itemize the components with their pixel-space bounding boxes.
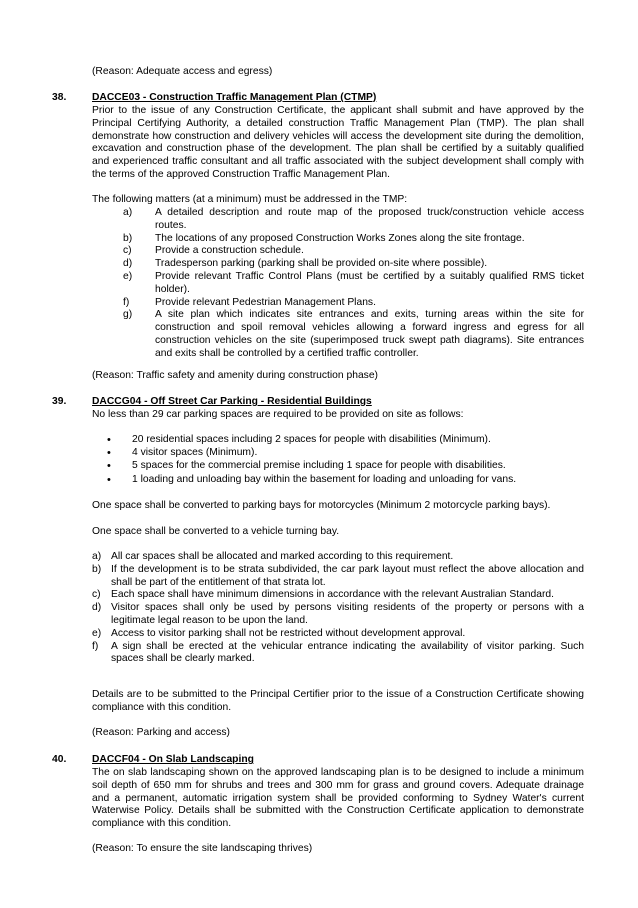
bullet-text: 4 visitor spaces (Minimum). <box>132 447 258 459</box>
list-text: A site plan which indicates site entrances and exits, turning areas within the site for construction and spoil removal vehicles allowing a forward ingress and egress for all construction vehicles on the site (superimposed truck swept path diagrams). Site entrances and exits shall be controlled by a certified traffic controller. <box>155 309 584 359</box>
condition-40-number: 40. <box>52 754 67 765</box>
bullet-item <box>92 460 584 473</box>
list-marker: d) <box>123 258 133 270</box>
list-item <box>92 628 584 641</box>
list-text: Provide a construction schedule. <box>155 245 304 257</box>
bullet-text: 5 spaces for the commercial premise including 1 space for people with disabilities. <box>132 460 506 472</box>
list-item <box>92 589 584 602</box>
list-text: All car spaces shall be allocated and marked according to this requirement. <box>111 551 454 562</box>
condition-39-bullets <box>92 434 584 487</box>
bullet-text: 20 residential spaces including 2 spaces for people with disabilities (Minimum). <box>132 434 491 445</box>
list-text: Tradesperson parking (parking shall be provided on-site where possible). <box>155 258 488 270</box>
list-marker: g) <box>123 309 133 321</box>
list-item <box>92 207 584 233</box>
list-item <box>92 551 584 564</box>
list-text: The locations of any proposed Construction Works Zones along the site frontage. <box>155 232 525 244</box>
bullet-item <box>92 474 584 487</box>
bullet-icon: • <box>107 434 111 446</box>
bullet-icon: • <box>107 447 111 460</box>
bullet-item <box>92 434 584 447</box>
reason-37: (Reason: Adequate access and egress) <box>92 66 273 77</box>
condition-39-motorcycle: One space shall be converted to parking bays for motorcycles (Minimum 2 motorcycle parking bays). <box>92 500 551 511</box>
list-marker: c) <box>92 589 101 601</box>
condition-38-body: Prior to the issue of any Construction Certificate, the applicant shall submit and have approved by the Principal Certifying Authority, a detailed construction Traffic Management Plan (TMP). The plan shall demonstrate how construction and delivery vehicles will access the development site during the demolition, excavation and construction phase of the development. The plan shall be certified by a suitably qualified and experienced traffic consultant and all traffic associated with the subject development shall comply with the terms of the approved Construction Traffic Management Plan. <box>92 105 584 180</box>
list-item <box>92 297 584 310</box>
condition-38-reason: (Reason: Traffic safety and amenity during construction phase) <box>92 370 378 381</box>
condition-38-number: 38. <box>52 92 67 103</box>
condition-40-title: DACCF04 - On Slab Landscaping <box>92 754 254 765</box>
condition-39-number: 39. <box>52 396 67 407</box>
list-marker: d) <box>92 602 102 614</box>
condition-39-intro: No less than 29 car parking spaces are required to be provided on site as follows: <box>92 409 464 420</box>
condition-39-title: DACCG04 - Off Street Car Parking - Residential Buildings <box>92 396 372 407</box>
list-item <box>92 564 584 590</box>
list-item <box>92 258 584 271</box>
list-text: If the development is to be strata subdivided, the car park layout must reflect the above allocation and shall be part of the entitlement of that strata lot. <box>111 563 584 588</box>
list-marker: f) <box>92 640 99 652</box>
condition-38-intro: The following matters (at a minimum) must be addressed in the TMP: <box>92 194 408 205</box>
list-marker: a) <box>123 207 133 218</box>
condition-38-list <box>92 207 584 361</box>
bullet-item <box>92 447 584 460</box>
list-item <box>92 641 584 667</box>
list-text: A detailed description and route map of the proposed truck/construction vehicle access routes. <box>155 207 584 231</box>
condition-38-title: DACCE03 - Construction Traffic Management Plan (CTMP) <box>92 92 377 103</box>
list-text: Access to visitor parking shall not be restricted without development approval. <box>111 627 466 639</box>
condition-40-reason: (Reason: To ensure the site landscaping thrives) <box>92 843 313 854</box>
bullet-icon: • <box>107 473 111 486</box>
list-text: A sign shall be erected at the vehicular entrance indicating the availability of visitor parking. Such spaces shall be clearly marked. <box>111 640 584 665</box>
list-marker: b) <box>92 563 102 575</box>
condition-39-list <box>92 551 584 666</box>
condition-40-body: The on slab landscaping shown on the approved landscaping plan is to be designed to include a minimum soil depth of 650 mm for shrubs and trees and 300 mm for grass and ground covers. Adequate drainage and a permanent, automatic irrigation system shall be provided conforming to Sydney Water's current Waterwise Policy. Details shall be submitted with the Construction Certificate application to demonstrate compliance with this condition. <box>92 767 584 830</box>
list-marker: b) <box>123 232 133 244</box>
list-marker: f) <box>123 296 130 308</box>
list-item <box>92 271 584 297</box>
list-marker: e) <box>92 627 102 639</box>
list-text: Provide relevant Pedestrian Management Plans. <box>155 296 376 308</box>
list-item <box>92 233 584 246</box>
condition-39-reason: (Reason: Parking and access) <box>92 727 230 738</box>
list-item <box>92 309 584 360</box>
list-item <box>92 602 584 628</box>
bullet-text: 1 loading and unloading bay within the basement for loading and unloading for vans. <box>132 473 517 485</box>
list-text: Visitor spaces shall only be used by persons visiting residents of the property or persons with a legitimate legal reason to be upon the land. <box>111 602 584 626</box>
condition-39-turning: One space shall be converted to a vehicle turning bay. <box>92 526 340 537</box>
list-marker: e) <box>123 270 133 282</box>
list-item <box>92 245 584 258</box>
condition-39-details: Details are to be submitted to the Principal Certifier prior to the issue of a Construction Certificate showing compliance with this condition. <box>92 689 584 713</box>
bullet-icon: • <box>107 460 111 473</box>
list-marker: a) <box>92 551 102 562</box>
list-text: Provide relevant Traffic Control Plans (must be certified by a suitably qualified RMS ticket holder). <box>155 270 584 295</box>
list-text: Each space shall have minimum dimensions in accordance with the relevant Australian Standard. <box>111 589 555 601</box>
list-marker: c) <box>123 245 132 257</box>
